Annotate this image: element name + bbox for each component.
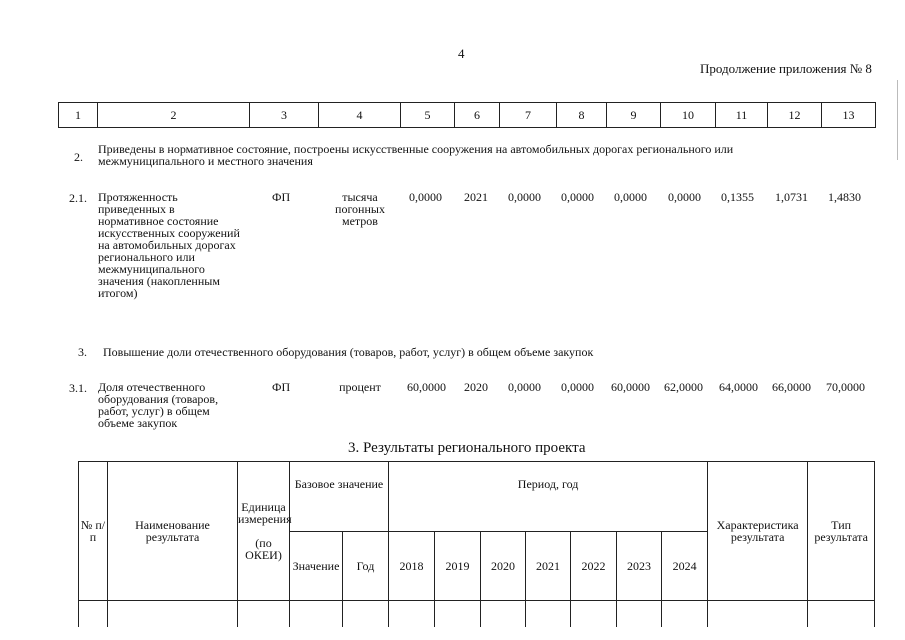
period-value: 1,0731 — [775, 190, 808, 204]
table-row — [79, 601, 875, 628]
indicator-unit-line: тысяча — [342, 190, 378, 204]
indicator-name-line: искусственных сооружений — [98, 226, 240, 240]
column-number: 12 — [768, 103, 822, 128]
section-title-line: Повышение доли отечественного оборудования (товаров, работ, услуг) в общем объеме закупок — [103, 345, 594, 359]
column-number: 4 — [319, 103, 401, 128]
header-characteristic — [708, 462, 808, 601]
header-line: результата — [814, 530, 868, 544]
table-cell — [708, 601, 808, 628]
header-line: ОКЕИ) — [245, 548, 282, 562]
header-year: 2019 — [435, 532, 481, 601]
column-number-row — [58, 102, 876, 128]
header-line: Тип — [831, 518, 852, 532]
indicator-name-line: нормативное состояние — [98, 214, 219, 228]
header-year: 2020 — [481, 532, 526, 601]
period-value: 0,1355 — [721, 190, 754, 204]
results-title: 3. Результаты регионального проекта — [348, 440, 586, 456]
header-year: 2021 — [526, 532, 571, 601]
period-value: 0,0000 — [614, 190, 647, 204]
indicator-name-line: значения (накопленным — [98, 274, 220, 288]
header-base-value-value: Значение — [290, 532, 343, 601]
base-value: 0,0000 — [409, 190, 442, 204]
header-period: Период, год — [389, 462, 708, 532]
header-unit — [238, 462, 290, 601]
table-cell — [662, 601, 708, 628]
table-cell — [481, 601, 526, 628]
period-value: 0,0000 — [561, 190, 594, 204]
header-line: Единица — [241, 500, 286, 514]
indicator-name-line: оборудования (товаров, — [98, 392, 219, 406]
table-cell — [238, 601, 290, 628]
indicator-name-line: работ, услуг) в общем — [98, 404, 210, 418]
header-line: (по — [255, 536, 272, 550]
period-value: 64,0000 — [719, 380, 758, 394]
appendix-label: Продолжение приложения № 8 — [700, 61, 872, 76]
indicator-unit — [328, 191, 392, 227]
table-cell — [290, 601, 343, 628]
header-result-name — [108, 462, 238, 601]
section-number: 2. — [74, 150, 83, 164]
table-cell — [79, 601, 108, 628]
header-year: 2018 — [389, 532, 435, 601]
period-value: 0,0000 — [508, 190, 541, 204]
results-table — [78, 461, 875, 627]
header-year: 2024 — [662, 532, 708, 601]
section-number: 3. — [78, 345, 87, 359]
table-cell — [108, 601, 238, 628]
column-number: 7 — [500, 103, 557, 128]
base-year: 2021 — [464, 190, 488, 204]
indicator-name-line: Протяженность — [98, 190, 178, 204]
header-year: 2022 — [571, 532, 617, 601]
header-base-value-year: Год — [343, 532, 389, 601]
indicator-unit-line: погонных — [335, 202, 385, 216]
indicator-name-line: межмуниципального — [98, 262, 205, 276]
indicator-name-line: объеме закупок — [98, 416, 178, 430]
period-value: 60,0000 — [611, 380, 650, 394]
section-title-line: Приведены в нормативное состояние, построены искусственные сооружения на автомобильных дорогах регионального или — [98, 142, 734, 156]
indicator-name-line: регионального или — [98, 250, 195, 264]
indicator-unit — [328, 381, 392, 393]
table-cell — [389, 601, 435, 628]
period-value: 62,0000 — [664, 380, 703, 394]
column-number: 8 — [557, 103, 607, 128]
indicator-type: ФП — [272, 190, 291, 204]
indicator-unit-line: процент — [339, 380, 381, 394]
base-year: 2020 — [464, 380, 488, 394]
base-value: 60,0000 — [407, 380, 446, 394]
header-base-value: Базовое значение — [290, 462, 389, 532]
column-number: 11 — [716, 103, 768, 128]
period-value: 0,0000 — [668, 190, 701, 204]
indicator-unit-line: метров — [342, 214, 378, 228]
period-value: 0,0000 — [508, 380, 541, 394]
scan-artifact — [897, 80, 898, 160]
table-cell — [435, 601, 481, 628]
header-line: измерения — [238, 512, 292, 526]
row-number: 3.1. — [69, 381, 87, 395]
header-line: Характеристика — [716, 518, 799, 532]
column-number: 2 — [98, 103, 250, 128]
header-line: результата — [730, 530, 785, 544]
table-cell — [343, 601, 389, 628]
table-cell — [617, 601, 662, 628]
column-number: 13 — [822, 103, 876, 128]
column-number: 3 — [250, 103, 319, 128]
table-cell — [526, 601, 571, 628]
indicator-name — [98, 191, 248, 299]
header-year: 2023 — [617, 532, 662, 601]
row-number: 2.1. — [69, 191, 87, 205]
column-number: 6 — [455, 103, 500, 128]
period-value: 70,0000 — [826, 380, 865, 394]
indicator-name — [98, 381, 248, 429]
header-line: результата — [145, 530, 200, 544]
period-value: 1,4830 — [828, 190, 861, 204]
header-line: Наименование — [135, 518, 210, 532]
indicator-name-line: на автомобильных дорогах — [98, 238, 236, 252]
indicator-name-line: Доля отечественного — [98, 380, 206, 394]
column-number: 5 — [401, 103, 455, 128]
column-number: 1 — [59, 103, 98, 128]
indicator-name-line: приведенных в — [98, 202, 175, 216]
header-number: № п/п — [79, 462, 108, 601]
indicator-name-line: итогом) — [98, 286, 138, 300]
period-value: 66,0000 — [772, 380, 811, 394]
period-value: 0,0000 — [561, 380, 594, 394]
column-number: 9 — [607, 103, 661, 128]
page-number: 4 — [458, 46, 465, 61]
section-title-line: межмуниципального и местного значения — [98, 154, 313, 168]
table-cell — [571, 601, 617, 628]
indicator-type: ФП — [272, 380, 291, 394]
table-cell — [808, 601, 875, 628]
header-result-type — [808, 462, 875, 601]
column-number: 10 — [661, 103, 716, 128]
